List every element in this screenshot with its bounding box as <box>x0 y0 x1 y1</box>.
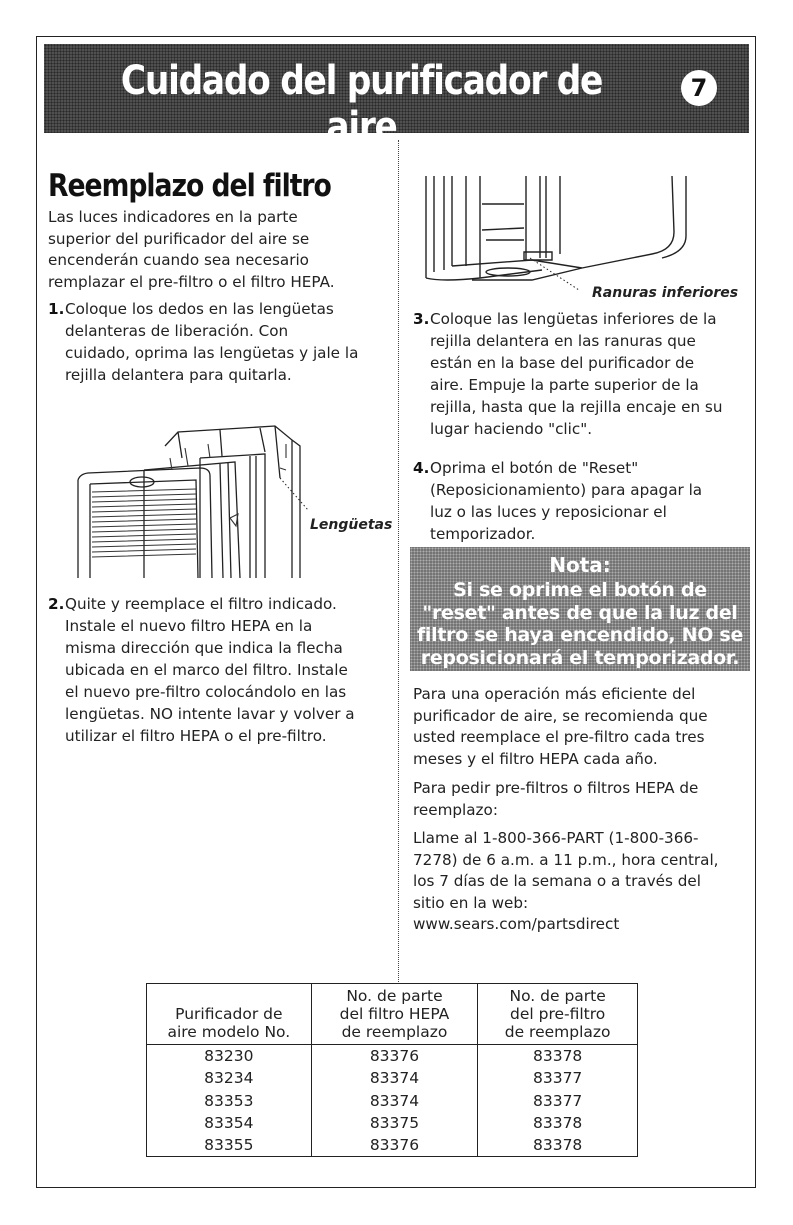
table-cell: 83374 <box>311 1090 478 1112</box>
table-cell: 83374 <box>311 1067 478 1089</box>
table-row <box>147 1045 638 1068</box>
text-line: lengüetas. NO intente lavar y volver a <box>65 705 355 723</box>
text-line: "reset" antes de que la luz del <box>422 601 738 624</box>
order-paragraph <box>413 778 753 821</box>
text-line: usted reemplace el pre-filtro cada tres <box>413 728 705 746</box>
column-divider <box>398 140 399 982</box>
text-line: ubicada en el marco del filtro. Instale <box>65 661 348 679</box>
figure-label-tabs: Lengüetas <box>310 517 393 533</box>
text-line: lugar haciendo "clic". <box>430 420 593 438</box>
text-line: Las luces indicadores en la parte <box>48 208 298 226</box>
table-row <box>147 1067 638 1089</box>
parts-table <box>146 983 638 1157</box>
text-line: rejilla delantera en las ranuras que <box>430 332 696 350</box>
table-row <box>147 1134 638 1157</box>
text-line: Coloque los dedos en las lengüetas <box>65 300 334 318</box>
header-line: de reemplazo <box>341 1023 448 1041</box>
text-line: (Reposicionamiento) para apagar la <box>430 481 703 499</box>
efficiency-paragraph <box>413 684 753 770</box>
step-number: 2. <box>48 595 65 613</box>
page-number-badge: 7 <box>681 70 717 106</box>
text-line: filtro se haya encendido, NO se <box>416 624 744 646</box>
page-title: Cuidado del purificador de aire <box>120 58 603 150</box>
intro-paragraph <box>48 207 388 293</box>
text-line: misma dirección que indica la flecha <box>65 639 343 657</box>
text-line: Llame al 1-800-366-PART (1-800-366- <box>413 829 699 847</box>
column-header-hepa <box>311 984 478 1045</box>
text-line: purificador de aire, se recomienda que <box>413 706 708 725</box>
table-cell: 83353 <box>147 1090 312 1112</box>
text-line: cuidado, oprima las lengüetas y jale la <box>65 344 359 362</box>
table-cell: 83376 <box>311 1045 478 1068</box>
table-row <box>147 1090 638 1112</box>
text-line: luz o las luces y reposicionar el <box>430 503 667 521</box>
text-line: Instale el nuevo filtro HEPA en la <box>65 617 313 635</box>
text-line: remplazar el pre-filtro o el filtro HEPA. <box>48 272 335 291</box>
bottom-slots-illustration <box>412 140 752 290</box>
step-3 <box>413 308 770 440</box>
note-body <box>414 579 746 669</box>
text-line: están en la base del purificador de <box>430 354 695 372</box>
text-line: encenderán cuando sea necesario <box>48 251 309 269</box>
table-cell: 83375 <box>311 1112 478 1134</box>
text-line: Para una operación más eficiente del <box>413 685 696 703</box>
text-line: 7278) de 6 a.m. a 11 p.m., hora central, <box>413 850 719 869</box>
header-line: No. de parte <box>346 987 443 1005</box>
table-cell: 83354 <box>147 1112 312 1134</box>
text-line: Quite y reemplace el filtro indicado. <box>65 595 337 613</box>
table-cell: 83377 <box>478 1090 638 1112</box>
text-line: reposicionará el temporizador. <box>420 646 740 669</box>
table-cell: 83378 <box>478 1045 638 1068</box>
step-number: 3. <box>413 310 430 328</box>
table-cell: 83230 <box>147 1045 312 1068</box>
text-line: Coloque las lengüetas inferiores de la <box>430 310 717 328</box>
text-line: rejilla, hasta que la rejilla encaje en su <box>430 398 723 416</box>
text-line: utilizar el filtro HEPA o el pre-filtro. <box>65 727 327 745</box>
text-line: meses y el filtro HEPA cada año. <box>413 749 658 768</box>
header-line: del pre-filtro <box>510 1005 606 1023</box>
step-1 <box>48 298 405 386</box>
table-cell: 83355 <box>147 1134 312 1157</box>
header-line: Purificador de <box>175 1005 283 1023</box>
text-line: rejilla delantera para quitarla. <box>65 366 292 384</box>
text-line: delanteras de liberación. Con <box>65 322 289 340</box>
table-cell: 83378 <box>478 1112 638 1134</box>
table-row <box>147 1112 638 1134</box>
figure-label-bottom-slots: Ranuras inferiores <box>592 285 739 301</box>
header-line: de reemplazo <box>504 1023 611 1041</box>
header-line: No. de parte <box>509 987 606 1005</box>
column-header-prefilter <box>478 984 638 1045</box>
step-2 <box>48 593 405 747</box>
text-line: Si se oprime el botón de <box>453 579 707 601</box>
step-4 <box>413 457 770 545</box>
header-banner <box>44 44 749 150</box>
table-header-row <box>147 984 638 1045</box>
step-number: 1. <box>48 300 65 318</box>
text-line: sitio en la web: <box>413 893 529 912</box>
website-link[interactable]: www.sears.com/partsdirect <box>413 915 620 933</box>
note-title: Nota: <box>549 553 611 577</box>
text-line: el nuevo pre-filtro colocándolo en las <box>65 683 347 701</box>
text-line: superior del purificador del aire se <box>48 229 310 248</box>
table-cell: 83234 <box>147 1067 312 1089</box>
text-line: Oprima el botón de "Reset" <box>430 459 639 477</box>
text-line: Para pedir pre-filtros o filtros HEPA de <box>413 779 699 797</box>
note-box <box>410 547 750 671</box>
header-line: del filtro HEPA <box>339 1005 450 1023</box>
header-line: aire modelo No. <box>167 1023 291 1041</box>
text-line: reemplazo: <box>413 800 498 819</box>
column-header-model <box>147 984 312 1045</box>
table-cell: 83377 <box>478 1067 638 1089</box>
table-cell: 83378 <box>478 1134 638 1157</box>
text-line: aire. Empuje la parte superior de la <box>430 376 699 394</box>
grille-removal-illustration <box>60 418 393 588</box>
text-line: temporizador. <box>430 525 536 543</box>
step-number: 4. <box>413 459 430 477</box>
text-line: los 7 días de la semana o a través del <box>413 872 701 890</box>
section-heading: Reemplazo del filtro <box>48 168 331 204</box>
table-cell: 83376 <box>311 1134 478 1157</box>
contact-paragraph <box>413 828 753 936</box>
